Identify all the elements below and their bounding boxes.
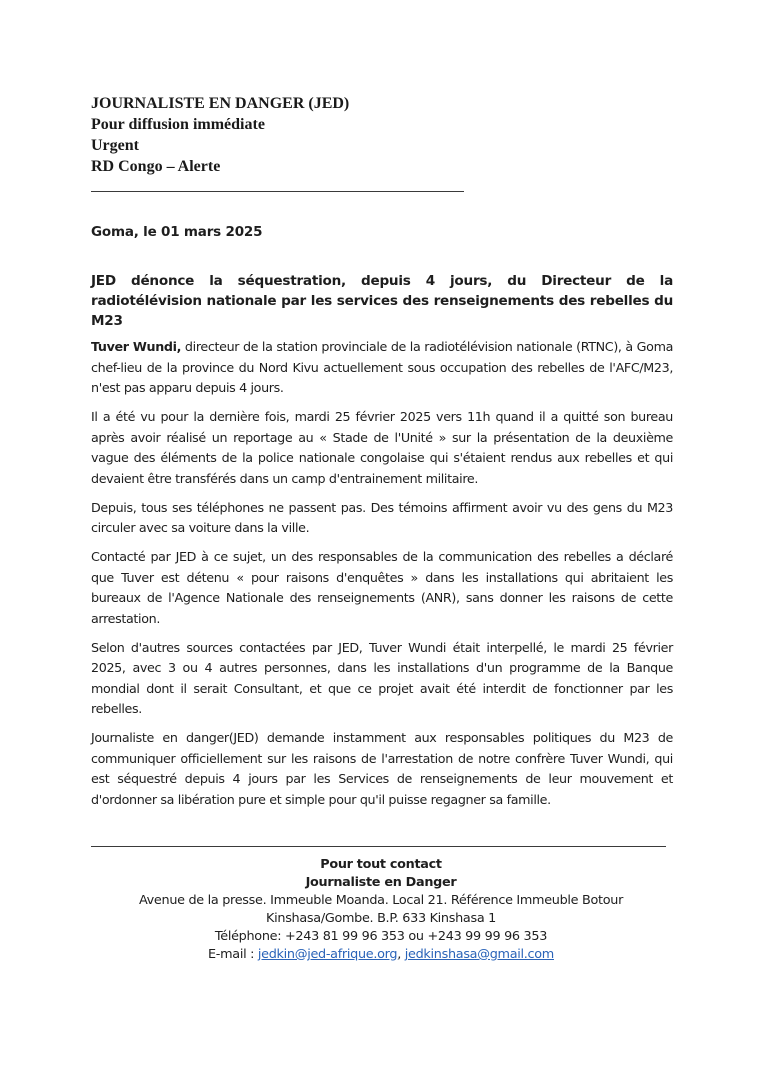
contact-address-line-2: Kinshasa/Gombe. B.P. 633 Kinshasa 1 (266, 911, 496, 926)
alert-label: RD Congo – Alerte (91, 158, 221, 175)
paragraph-1 (91, 337, 673, 399)
email-separator: , (397, 947, 405, 962)
organization-title: JOURNALISTE EN DANGER (JED) (91, 95, 350, 112)
email-label: E-mail : (208, 947, 258, 962)
headline: JED dénonce la séquestration, depuis 4 jours, du Directeur de la radiotélévision nationale par les services des renseignements des rebelles du M23 (91, 273, 673, 329)
paragraph-2: Il a été vu pour la dernière fois, mardi 25 février 2025 vers 11h quand il a quitté son bureau après avoir réalisé un reportage au « Stade de l'Unité » sur la présentation de la deuxième vague des éléments de la police nationale congolaise qui s'étaient rendus aux rebelles et qui devaient être transférés dans un camp d'entrainement militaire. (91, 409, 673, 486)
contact-organization: Journaliste en Danger (305, 875, 457, 890)
email-link-jed-afrique[interactable]: jedkin@jed-afrique.org (257, 947, 398, 962)
contact-heading: Pour tout contact (320, 857, 442, 872)
contact-block (46, 856, 716, 964)
dateline: Goma, le 01 mars 2025 (91, 224, 263, 240)
email-link-gmail[interactable]: jedkinshasa@gmail.com (404, 947, 554, 962)
contact-phone: Téléphone: +243 81 99 96 353 ou +243 99 99 96 353 (214, 929, 548, 944)
journalist-name: Tuver Wundi, (91, 339, 182, 354)
paragraph-3: Depuis, tous ses téléphones ne passent pas. Des témoins affirment avoir vu des gens du M23 circuler avec sa voiture dans la ville. (91, 499, 673, 535)
article-body (91, 337, 673, 819)
urgency-label: Urgent (91, 137, 139, 154)
release-type: Pour diffusion immédiate (91, 116, 265, 133)
paragraph-1-text: directeur de la station provinciale de la radiotélévision nationale (RTNC), à Goma chef-lieu de la province du Nord Kivu actuellement sous occupation des rebelles de l'AFC/M23, n'est pas apparu depuis 4 jours. (91, 339, 674, 395)
contact-address-line-1: Avenue de la presse. Immeuble Moanda. Local 21. Référence Immeuble Botour (138, 893, 624, 908)
paragraph-6: Journaliste en danger(JED) demande instamment aux responsables politiques du M23 de communiquer officiellement sur les raisons de l'arrestation de notre confrère Tuver Wundi, qui est séquestré depuis 4 jours par les Services de renseignements de leur mouvement et d'ordonner sa libération pure et simple pour qu'il puisse regagner sa famille. (91, 730, 673, 807)
footer-divider (91, 846, 666, 847)
paragraph-5: Selon d'autres sources contactées par JED, Tuver Wundi était interpellé, le mardi 25 février 2025, avec 3 ou 4 autres personnes, dans les installations d'un programme de la Banque mondial dont il serait Consultant, et que ce projet avait été interdit de fonctionner par les rebelles. (91, 639, 673, 716)
document-header (91, 93, 349, 177)
paragraph-4: Contacté par JED à ce sujet, un des responsables de la communication des rebelles a déclaré que Tuver est détenu « pour raisons d'enquêtes » dans les installations qui abritaient les bureaux de l'Agence Nationale des renseignements (ANR), sans donner les raisons de cette arrestation. (91, 549, 673, 626)
header-divider (91, 191, 464, 192)
contact-email-line (46, 946, 716, 964)
